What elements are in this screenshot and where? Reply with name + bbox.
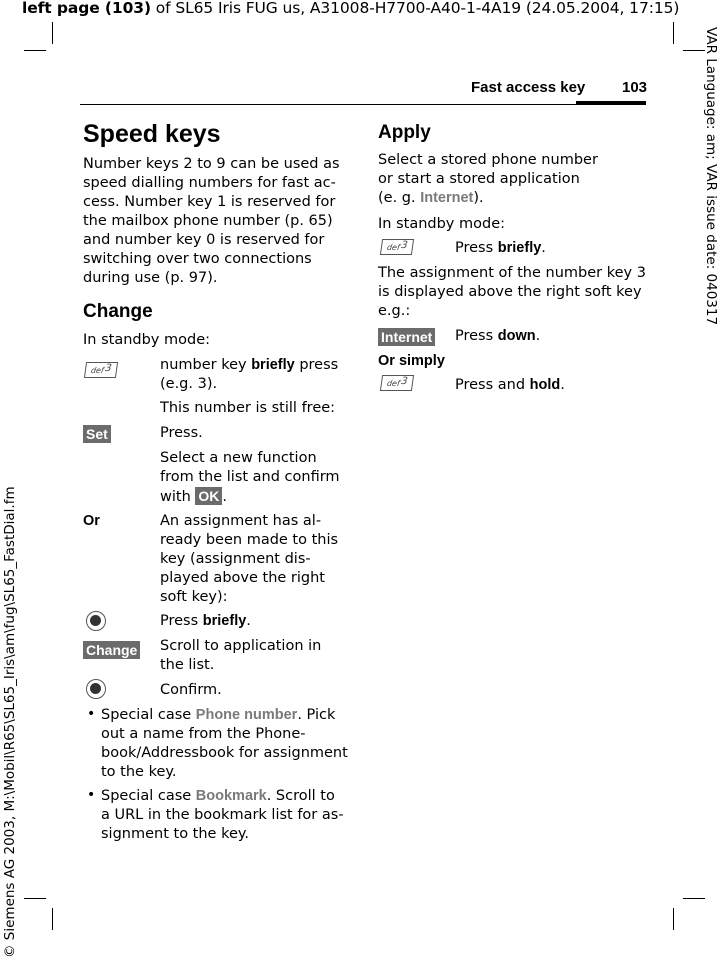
bullet-marker: • [87, 706, 96, 722]
ok-softkey: OK [195, 487, 222, 505]
header-tab [576, 101, 646, 104]
crop-mark [24, 50, 46, 51]
softkey-label: Internet [378, 328, 435, 346]
page-side-label: left page (103) [22, 0, 151, 17]
bullet-phone-number [101, 706, 351, 782]
text: ). [473, 190, 484, 206]
bold-text: down [497, 328, 536, 344]
menu-term: Internet [420, 190, 474, 206]
key-number: 3 [104, 363, 113, 374]
bullet-bookmark [101, 787, 346, 844]
apply-heading: Apply [378, 122, 431, 143]
key-letters: def [90, 366, 105, 375]
text: . [222, 489, 227, 505]
page-title: Speed keys [83, 120, 221, 148]
crop-mark [683, 50, 705, 51]
text: Press [455, 240, 498, 256]
step-number-key [160, 356, 350, 394]
bullet-marker: • [87, 787, 96, 803]
copyright-text: © Siemens AG 2003, M:\Mobil\R65\SL65_Iris\am\fug\SL65_FastDial.fm [2, 486, 18, 958]
standby-text: In standby mode: [378, 216, 505, 232]
text: Special case [101, 788, 196, 804]
apply-line-3 [378, 189, 484, 208]
text: press (e.g. 3). [160, 357, 339, 392]
header-rule [80, 104, 646, 105]
or-simply-label: Or simply [378, 353, 445, 369]
crop-mark [52, 22, 53, 44]
crop-mark [673, 908, 674, 930]
text: . [560, 377, 565, 393]
change-heading: Change [83, 301, 153, 322]
navigation-key-icon [86, 679, 106, 699]
number-key-3-icon [380, 239, 414, 255]
press-hold-text [455, 376, 565, 395]
bold-text: briefly [251, 357, 295, 373]
apply-line-1: Select a stored phone number [378, 152, 598, 168]
bold-text: hold [529, 377, 561, 393]
text: Select a new function from the list and confirm with [160, 450, 340, 505]
number-free-text: This number is still free: [160, 400, 336, 416]
set-softkey [83, 424, 111, 443]
menu-term: Bookmark [195, 788, 267, 804]
key-letters: def [386, 243, 401, 252]
press-text: Press. [160, 425, 203, 441]
apply-line-2: or start a stored application [378, 171, 580, 187]
confirm-text: Confirm. [160, 682, 222, 698]
var-language-text: VAR Language: am; VAR issue date: 040317 [703, 27, 719, 326]
crop-mark [673, 22, 674, 44]
press-down-text [455, 327, 540, 346]
navigation-key-icon [86, 611, 106, 631]
page-number: 103 [622, 79, 648, 96]
number-key-3-icon [84, 362, 118, 378]
internet-softkey [378, 327, 435, 346]
text: . [541, 240, 546, 256]
press-briefly-text [455, 239, 546, 258]
text: (e. g. [378, 190, 421, 206]
text: Special case [101, 707, 196, 723]
text: Press and [455, 377, 530, 393]
softkey-label: Change [83, 641, 140, 659]
bold-text: briefly [497, 240, 542, 256]
crop-mark [52, 908, 53, 930]
crop-mark [24, 898, 46, 899]
text: . [535, 328, 541, 344]
scroll-text: Scroll to application in the list. [160, 638, 322, 673]
key-letters: def [386, 379, 401, 388]
press-briefly-text [160, 612, 251, 631]
assignment-text: An assignment has al-ready been made to this key (assignment dis-played above the right soft key): [160, 513, 339, 605]
key-number: 3 [400, 240, 409, 251]
key-number: 3 [400, 376, 409, 387]
standby-text: In standby mode: [83, 332, 210, 348]
text: Press [160, 613, 203, 629]
running-header: Fast access key [471, 79, 586, 96]
crop-mark [683, 898, 705, 899]
or-label: Or [83, 513, 100, 529]
menu-term: Phone number [195, 707, 298, 723]
select-function-text [160, 449, 350, 507]
text: Press [455, 328, 498, 344]
file-info-text: of SL65 Iris FUG us, A31008-H7700-A40-1-4A19 (24.05.2004, 17:15) [150, 0, 680, 17]
number-key-3-icon [380, 375, 414, 391]
softkey-label: Set [83, 425, 111, 443]
text: . Pick out a name from the Phone-book/Addressbook for assignment to the key. [101, 707, 348, 780]
text: . Scroll to a URL in the bookmark list for as-signment to the key. [101, 788, 344, 842]
text: . [246, 613, 251, 629]
intro-paragraph: Number keys 2 to 9 can be used as speed dialling numbers for fast ac-cess. Number key 1 is reserved for the mailbox phone number (p. 65) and number key 0 is reserved for switching over two connections during use (p. 97). [83, 156, 340, 286]
change-softkey [83, 640, 140, 659]
bold-text: briefly [202, 613, 247, 629]
assignment-display-text: The assignment of the number key 3 is displayed above the right soft key e.g.: [378, 265, 646, 319]
text: number key [160, 357, 252, 373]
file-info-line [22, 0, 679, 17]
